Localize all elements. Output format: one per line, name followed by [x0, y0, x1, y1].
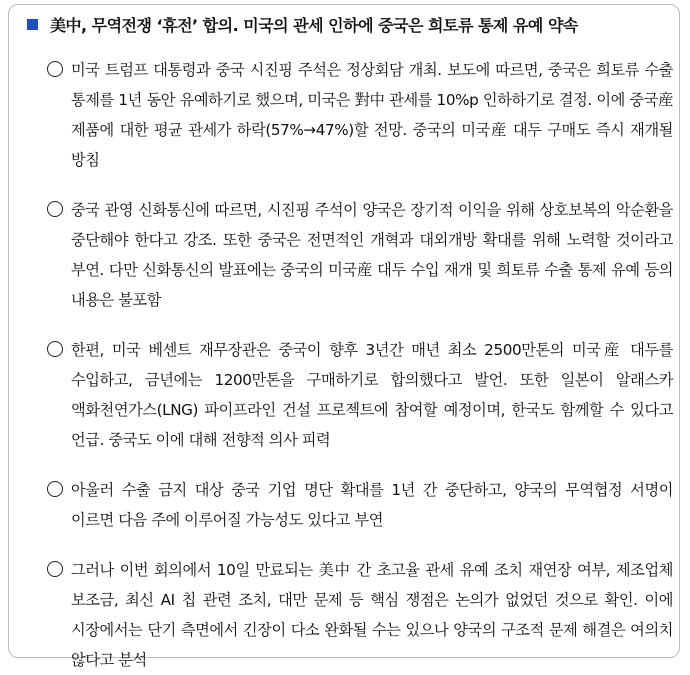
circle-bullet-icon — [47, 61, 63, 77]
list-item-text: 아울러 수출 금지 대상 중국 기업 명단 확대를 1년 간 중단하고, 양국의 무역협정 서명이 이르면 다음 주에 이루어질 가능성도 있다고 부연 — [71, 481, 673, 529]
list-item-text: 중국 관영 신화통신에 따르면, 시진핑 주석이 양국은 장기적 이익을 위해 상호보복의 악순환을 중단해야 한다고 강조. 또한 중국은 전면적인 개혁과 대외개방 확대를 위해 노력할 것이라고 부연. 다만 신화통신의 발표에는 중국의 미국産 대두 수입 재개 및 희토류 수출 통제 유예 등의 내용은 불포함 — [71, 201, 673, 309]
list-item-text: 그러나 이번 회의에서 10일 만료되는 美中 간 초고율 관세 유예 조치 재연장 여부, 제조업체 보조금, 최신 AI 칩 관련 조치, 대만 문제 등 핵심 쟁점은 논의가 없었던 것으로 확인. 이에 시장에서는 단기 측면에서 긴장이 다소 완화될 수는 있으나 양국의 구조적 문제 해결은 여의치 않다고 분석 — [71, 561, 673, 669]
list-item — [47, 335, 673, 455]
circle-bullet-icon — [47, 561, 63, 577]
circle-bullet-icon — [47, 341, 63, 357]
heading-title: 美中, 무역전쟁 ‘휴전’ 합의. 미국의 관세 인하에 중국은 희토류 통제 유예 약속 — [50, 15, 578, 35]
summary-heading — [27, 13, 578, 35]
circle-bullet-icon — [47, 481, 63, 497]
list-item — [47, 475, 673, 535]
list-item — [47, 55, 673, 175]
news-summary-box — [8, 4, 680, 669]
list-item-text: 미국 트럼프 대통령과 중국 시진핑 주석은 정상회담 개최. 보도에 따르면, 중국은 희토류 수출 통제를 1년 동안 유예하기로 했으며, 미국은 對中 관세를 10%p 인하하기로 결정. 이에 중국産 제품에 대한 평균 관세가 하락(57%→47%)할 전망. 중국의 미국産 대두 구매도 즉시 재개될 방침 — [71, 61, 673, 169]
circle-bullet-icon — [47, 201, 63, 217]
list-item-text: 한편, 미국 베센트 재무장관은 중국이 향후 3년간 매년 최소 2500만톤의 미국産 대두를 수입하고, 금년에는 1200만톤을 구매하기로 합의했다고 발언. 또한 일본이 알래스카 액화천연가스(LNG) 파이프라인 건설 프로젝트에 참여할 예정이며, 한국도 함께할 수 있다고 언급. 중국도 이에 대해 전향적 의사 피력 — [71, 341, 673, 449]
list-item — [47, 555, 673, 675]
square-bullet-icon — [27, 19, 38, 30]
bullet-list — [47, 55, 673, 675]
list-item — [47, 195, 673, 315]
